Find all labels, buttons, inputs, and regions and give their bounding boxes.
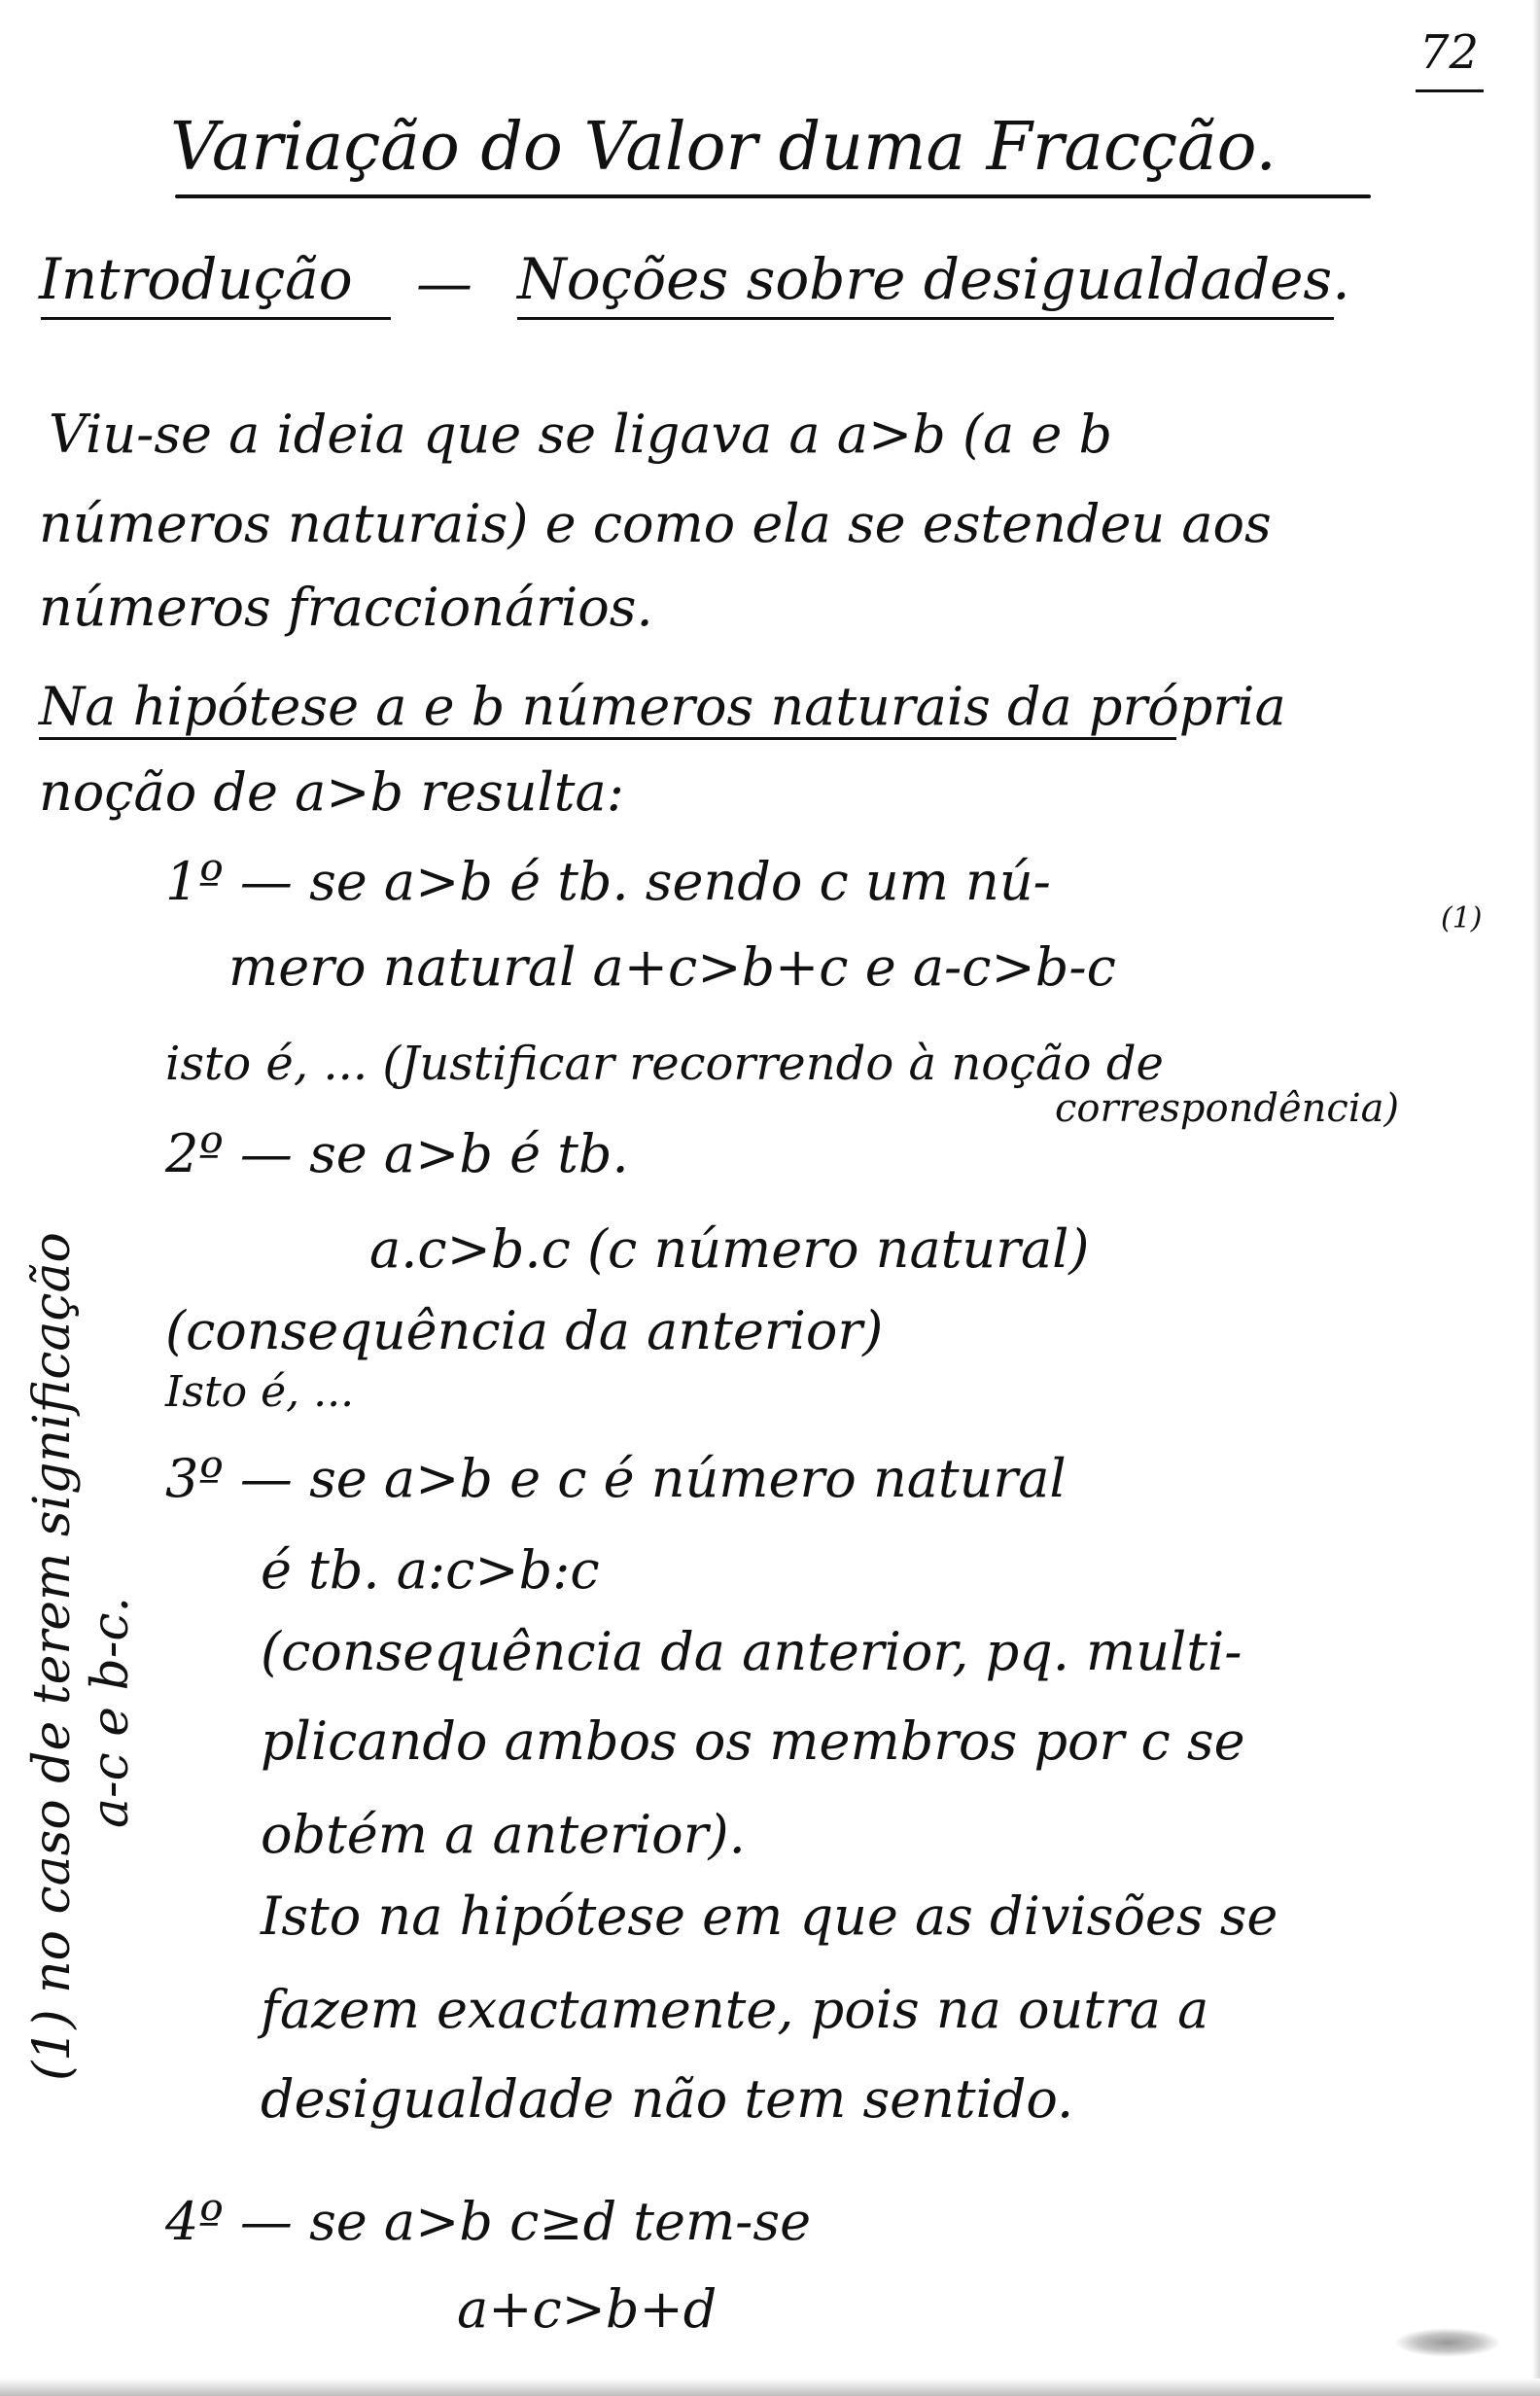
margin-footnote-continued: a-c e b-c. <box>82 1596 140 1828</box>
section-topic-underline <box>517 317 1334 320</box>
section-heading-underline <box>41 317 391 320</box>
text-line: obtém a anterior). <box>261 1804 746 1865</box>
page-number-underline <box>1416 89 1484 92</box>
section-heading-dash: — <box>416 250 472 316</box>
text-line: Isto é, ... <box>165 1367 355 1417</box>
text-line: Viu-se a ideia que se ligava a a>b (a e b <box>49 404 1113 465</box>
text-line-underline <box>39 737 1176 740</box>
ink-smudge <box>1394 2328 1501 2357</box>
rule-4-formula: a+c>b+d <box>457 2278 718 2340</box>
text-line: desigualdade não tem sentido. <box>261 2068 1074 2130</box>
rule-1-formula: mero natural a+c>b+c e a-c>b-c <box>228 936 1116 998</box>
text-line: Na hipótese a e b números naturais da própria <box>39 676 1286 737</box>
page-title: Variação do Valor duma Fracção. <box>170 109 1277 186</box>
text-line: plicando ambos os membros por c se <box>261 1710 1245 1772</box>
rule-2-line: 2º — se a>b é tb. <box>165 1123 629 1184</box>
margin-footnote: (1) no caso de terem significação <box>23 1232 82 2081</box>
text-line: (consequência da anterior, pq. multi- <box>261 1621 1242 1682</box>
text-line: isto é, ... (Justificar recorrendo à noção de <box>165 1037 1164 1091</box>
text-line: fazem exactamente, pois na outra a <box>261 1979 1209 2040</box>
section-heading-topic: Noções sobre desigualdades. <box>517 246 1350 312</box>
rule-2-formula: a.c>b.c (c número natural) <box>369 1218 1090 1280</box>
text-line: Isto na hipótese em que as divisões se <box>261 1885 1278 1947</box>
text-line: números fraccionários. <box>39 577 653 638</box>
title-underline <box>175 194 1371 198</box>
page-number: 72 <box>1419 25 1480 80</box>
rule-3-line: 3º — se a>b e c é número natural <box>165 1448 1067 1509</box>
rule-4-line: 4º — se a>b c≥d tem-se <box>165 2191 812 2252</box>
text-line: (consequência da anterior) <box>165 1300 884 1361</box>
scan-edge <box>1532 0 1540 2396</box>
text-line: correspondência) <box>1055 1086 1400 1131</box>
section-heading-introduction: Introdução <box>39 246 353 312</box>
scan-edge <box>0 2378 1540 2396</box>
text-line: noção de a>b resulta: <box>39 761 624 823</box>
rule-3-formula: é tb. a:c>b:c <box>261 1539 600 1601</box>
text-line: números naturais) e como ela se estendeu aos <box>39 493 1272 554</box>
footnote-marker: (1) <box>1441 901 1483 935</box>
rule-1-line: 1º — se a>b é tb. sendo c um nú- <box>165 851 1051 912</box>
